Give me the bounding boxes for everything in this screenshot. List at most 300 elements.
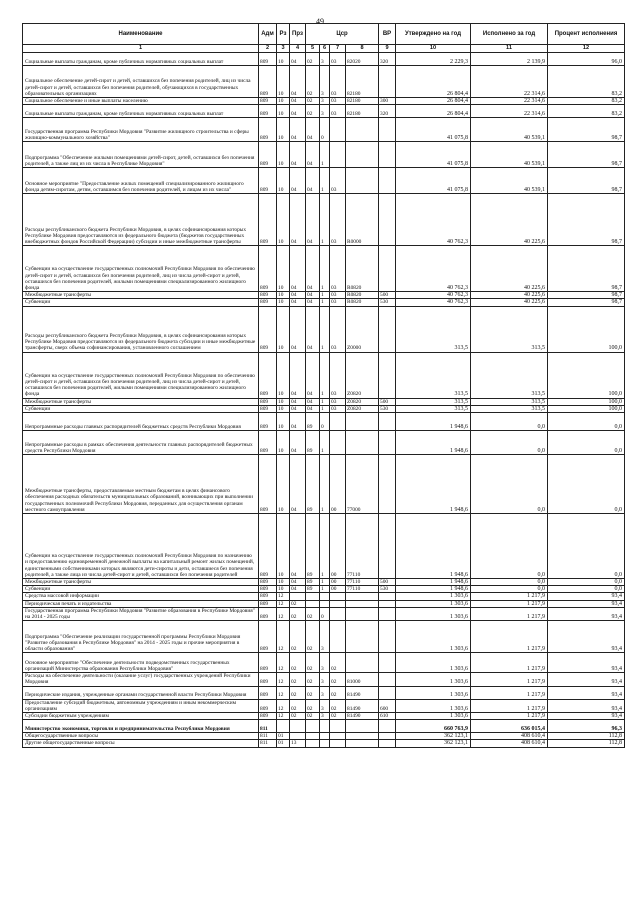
- row-rz: 10: [277, 455, 290, 514]
- row-rz: 12: [277, 713, 290, 720]
- row-vr: 530: [379, 586, 396, 593]
- row-csr-2: 3: [320, 686, 330, 699]
- row-percent: 0,0: [548, 413, 625, 431]
- row-executed: 408 610,4: [471, 740, 548, 747]
- row-csr-4: [346, 413, 379, 431]
- header-name: Наименование: [23, 24, 259, 45]
- row-csr-3: 02: [330, 686, 346, 699]
- row-csr-4: R0000: [346, 194, 379, 246]
- row-rz: 10: [277, 118, 290, 142]
- row-csr-4: 81490: [346, 713, 379, 720]
- row-name: Подпрограмма "Обеспечение реализации государственной программы Республики Мордовия "Развитие образования в Республике Мордовия" на 2014 - 2025 годы и прочие мероприятия в области образования": [23, 621, 259, 653]
- row-csr-3: [330, 621, 346, 653]
- row-csr-3: 02: [330, 713, 346, 720]
- row-rz: 10: [277, 53, 290, 66]
- row-csr-2: 0: [320, 413, 330, 431]
- row-rz: [277, 720, 290, 733]
- budget-table: [22, 23, 625, 748]
- row-csr-4: [346, 593, 379, 600]
- row-name: Субвенции на осуществление государственных полномочий Республики Мордовия по обеспечению детей-сирот и детей, оставшихся без попечения родителей, лиц из числа детей-сирот и детей, оставшихся без попечения родителей, жилыми помещениями специализированного жилищного фонда: [23, 352, 259, 398]
- row-adm: 809: [259, 306, 277, 352]
- row-csr-1: [306, 600, 320, 607]
- row-rz: 12: [277, 673, 290, 686]
- row-csr-3: [330, 431, 346, 455]
- row-adm: 809: [259, 579, 277, 586]
- row-csr-4: 82020: [346, 53, 379, 66]
- table-row: [23, 673, 625, 686]
- row-adm: 811: [259, 740, 277, 747]
- row-csr-2: [320, 600, 330, 607]
- row-csr-3: 03: [330, 105, 346, 118]
- row-csr-2: 3: [320, 673, 330, 686]
- row-vr: [379, 455, 396, 514]
- row-csr-1: 02: [306, 713, 320, 720]
- row-adm: 809: [259, 586, 277, 593]
- table-row: [23, 194, 625, 246]
- row-executed: 40 225,6: [471, 246, 548, 292]
- row-csr-2: 3: [320, 53, 330, 66]
- row-percent: 93,4: [548, 607, 625, 620]
- row-executed: 22 314,6: [471, 105, 548, 118]
- row-name: Периодическая печать и издательства: [23, 600, 259, 607]
- row-adm: 809: [259, 194, 277, 246]
- row-csr-2: 1: [320, 194, 330, 246]
- table-row: [23, 292, 625, 299]
- row-percent: 93,4: [548, 593, 625, 600]
- row-csr-2: 3: [320, 105, 330, 118]
- row-name: Расходы республиканского бюджета Республики Мордовия, в целях софинансирования которых Республике Мордовия предоставляются из федерального бюджета субсидии и иные межбюджетные трансферты, сверх объема софинансирования, установленного соглашением: [23, 306, 259, 352]
- row-name: Другие общегосударственные вопросы: [23, 740, 259, 747]
- row-vr: [379, 740, 396, 747]
- row-csr-1: 04: [306, 306, 320, 352]
- row-vr: [379, 607, 396, 620]
- row-name: Министерство экономики, торговли и предпринимательства Республики Мордовия: [23, 720, 259, 733]
- row-executed: 40 225,6: [471, 292, 548, 299]
- table-row: [23, 653, 625, 673]
- row-csr-1: 04: [306, 246, 320, 292]
- row-prz: 04: [290, 168, 306, 194]
- table-row: [23, 53, 625, 66]
- row-vr: [379, 142, 396, 168]
- row-rz: 10: [277, 194, 290, 246]
- row-csr-2: 3: [320, 621, 330, 653]
- row-csr-4: Z0000: [346, 306, 379, 352]
- row-approved: 1 948,6: [396, 586, 471, 593]
- row-csr-3: 00: [330, 586, 346, 593]
- row-executed: 22 314,6: [471, 66, 548, 98]
- row-vr: [379, 306, 396, 352]
- row-adm: 809: [259, 621, 277, 653]
- row-csr-4: R0820: [346, 292, 379, 299]
- row-vr: 300: [379, 98, 396, 105]
- row-executed: 40 225,6: [471, 299, 548, 306]
- row-vr: 600: [379, 699, 396, 712]
- table-row: [23, 733, 625, 740]
- row-csr-4: 81000: [346, 673, 379, 686]
- row-csr-1: 89: [306, 455, 320, 514]
- table-row: [23, 413, 625, 431]
- row-approved: 2 229,3: [396, 53, 471, 66]
- row-vr: [379, 66, 396, 98]
- row-approved: 1 948,6: [396, 413, 471, 431]
- row-csr-4: 82180: [346, 105, 379, 118]
- row-csr-2: 1: [320, 579, 330, 586]
- table-row: [23, 306, 625, 352]
- row-prz: 04: [290, 292, 306, 299]
- row-percent: 0,0: [548, 431, 625, 455]
- table-body: [23, 53, 625, 748]
- row-rz: 10: [277, 168, 290, 194]
- row-name: Государственная программа Республики Мордовия "Развитие образования в Республике Мордовия" на 2014 - 2025 годы: [23, 607, 259, 620]
- row-executed: 40 539,1: [471, 168, 548, 194]
- row-adm: 809: [259, 673, 277, 686]
- header-approved: Утверждено на год: [396, 24, 471, 45]
- row-vr: [379, 733, 396, 740]
- table-row: [23, 118, 625, 142]
- row-csr-3: 02: [330, 699, 346, 712]
- row-vr: [379, 352, 396, 398]
- row-approved: 1 948,6: [396, 455, 471, 514]
- index-cell: 10: [396, 45, 471, 53]
- row-csr-2: 1: [320, 168, 330, 194]
- row-approved: 1 948,6: [396, 579, 471, 586]
- row-percent: 96,0: [548, 53, 625, 66]
- row-percent: 100,0: [548, 306, 625, 352]
- row-approved: 1 303,6: [396, 621, 471, 653]
- row-executed: 1 217,9: [471, 686, 548, 699]
- row-approved: 26 804,4: [396, 98, 471, 105]
- row-adm: 809: [259, 246, 277, 292]
- row-executed: 313,5: [471, 398, 548, 405]
- row-csr-3: 03: [330, 352, 346, 398]
- row-name: Основное мероприятие "Обеспечение деятельности подведомственных государственных организаций Министерства образования Республики Мордовия": [23, 653, 259, 673]
- row-csr-1: 02: [306, 686, 320, 699]
- row-prz: 04: [290, 246, 306, 292]
- row-vr: [379, 720, 396, 733]
- row-csr-4: [346, 431, 379, 455]
- row-csr-4: [346, 118, 379, 142]
- row-adm: 809: [259, 98, 277, 105]
- row-prz: 04: [290, 352, 306, 398]
- row-csr-2: 0: [320, 607, 330, 620]
- row-approved: 41 075,8: [396, 118, 471, 142]
- row-csr-2: 1: [320, 352, 330, 398]
- row-rz: 12: [277, 699, 290, 712]
- row-approved: 313,5: [396, 405, 471, 412]
- row-name: Социальные выплаты гражданам, кроме публичных нормативных социальных выплат: [23, 53, 259, 66]
- row-rz: 10: [277, 299, 290, 306]
- row-name: Субсидии бюджетным учреждениям: [23, 713, 259, 720]
- table-row: [23, 246, 625, 292]
- index-cell: 1: [23, 45, 259, 53]
- row-percent: 83,2: [548, 98, 625, 105]
- row-name: Предоставление субсидий бюджетным, автономным учреждениям и иным некоммерческим организациям: [23, 699, 259, 712]
- row-name: Социальное обеспечение и иные выплаты населению: [23, 98, 259, 105]
- row-name: Социальные выплаты гражданам, кроме публичных нормативных социальных выплат: [23, 105, 259, 118]
- index-cell: 2: [259, 45, 277, 53]
- row-csr-1: [306, 740, 320, 747]
- row-csr-3: [330, 413, 346, 431]
- row-csr-3: [330, 118, 346, 142]
- row-rz: 10: [277, 514, 290, 579]
- row-csr-1: 04: [306, 398, 320, 405]
- row-vr: [379, 431, 396, 455]
- row-csr-2: 3: [320, 653, 330, 673]
- row-vr: 320: [379, 105, 396, 118]
- row-csr-4: [346, 733, 379, 740]
- table-row: [23, 686, 625, 699]
- row-rz: 10: [277, 105, 290, 118]
- row-rz: 12: [277, 593, 290, 600]
- row-percent: 112,8: [548, 733, 625, 740]
- row-rz: 10: [277, 586, 290, 593]
- row-percent: 98,7: [548, 142, 625, 168]
- row-csr-4: [346, 621, 379, 653]
- row-percent: 96,3: [548, 720, 625, 733]
- row-csr-1: 02: [306, 98, 320, 105]
- row-csr-4: [346, 653, 379, 673]
- row-vr: [379, 593, 396, 600]
- row-adm: 809: [259, 53, 277, 66]
- header-vr: ВР: [379, 24, 396, 45]
- row-approved: 1 303,6: [396, 593, 471, 600]
- row-csr-3: 03: [330, 98, 346, 105]
- table-row: [23, 105, 625, 118]
- row-approved: 313,5: [396, 306, 471, 352]
- row-prz: 04: [290, 455, 306, 514]
- index-cell: 3: [277, 45, 290, 53]
- row-csr-1: 04: [306, 292, 320, 299]
- table-row: [23, 299, 625, 306]
- row-csr-2: 1: [320, 292, 330, 299]
- row-csr-4: Z0820: [346, 405, 379, 412]
- row-adm: 809: [259, 398, 277, 405]
- row-vr: [379, 168, 396, 194]
- row-csr-1: 02: [306, 66, 320, 98]
- row-name: Межбюджетные трансферты: [23, 292, 259, 299]
- row-rz: 10: [277, 98, 290, 105]
- index-cell: 4: [290, 45, 306, 53]
- row-csr-4: 81490: [346, 686, 379, 699]
- row-csr-2: 3: [320, 66, 330, 98]
- row-csr-3: 03: [330, 405, 346, 412]
- row-vr: 320: [379, 53, 396, 66]
- index-row: [23, 45, 625, 53]
- table-row: [23, 621, 625, 653]
- row-percent: 100,0: [548, 352, 625, 398]
- row-executed: 1 217,9: [471, 600, 548, 607]
- row-approved: 41 075,8: [396, 168, 471, 194]
- row-rz: 12: [277, 600, 290, 607]
- row-prz: 02: [290, 686, 306, 699]
- row-rz: 12: [277, 621, 290, 653]
- row-executed: 40 539,1: [471, 142, 548, 168]
- row-executed: 408 610,4: [471, 733, 548, 740]
- row-csr-3: [330, 600, 346, 607]
- row-rz: 10: [277, 579, 290, 586]
- row-csr-4: [346, 600, 379, 607]
- row-approved: 362 123,1: [396, 733, 471, 740]
- row-executed: 0,0: [471, 455, 548, 514]
- row-adm: 809: [259, 699, 277, 712]
- row-approved: 40 762,3: [396, 246, 471, 292]
- row-prz: 04: [290, 66, 306, 98]
- row-prz: 04: [290, 431, 306, 455]
- row-prz: 02: [290, 653, 306, 673]
- row-executed: 1 217,9: [471, 673, 548, 686]
- row-vr: [379, 673, 396, 686]
- row-vr: 500: [379, 292, 396, 299]
- row-rz: 01: [277, 740, 290, 747]
- row-name: Периодические издания, учрежденные органами государственной власти Республики Мордовия: [23, 686, 259, 699]
- row-approved: 313,5: [396, 398, 471, 405]
- row-name: Субвенции: [23, 586, 259, 593]
- row-approved: 1 948,6: [396, 514, 471, 579]
- row-csr-4: 77110: [346, 586, 379, 593]
- row-vr: [379, 246, 396, 292]
- table-row: [23, 431, 625, 455]
- row-approved: 362 123,1: [396, 740, 471, 747]
- row-prz: 04: [290, 586, 306, 593]
- header-adm: Адм: [259, 24, 277, 45]
- row-csr-2: [320, 593, 330, 600]
- table-row: [23, 579, 625, 586]
- row-csr-2: 1: [320, 246, 330, 292]
- row-name: Общегосударственные вопросы: [23, 733, 259, 740]
- header-rz: Рз: [277, 24, 290, 45]
- table-row: [23, 405, 625, 412]
- row-vr: [379, 653, 396, 673]
- row-percent: 93,4: [548, 673, 625, 686]
- row-rz: 10: [277, 413, 290, 431]
- row-csr-3: [330, 733, 346, 740]
- row-executed: 313,5: [471, 405, 548, 412]
- row-adm: 809: [259, 299, 277, 306]
- row-prz: 04: [290, 105, 306, 118]
- row-csr-4: 77110: [346, 579, 379, 586]
- row-adm: 809: [259, 413, 277, 431]
- row-rz: 10: [277, 431, 290, 455]
- row-percent: 98,7: [548, 292, 625, 299]
- row-percent: 112,8: [548, 740, 625, 747]
- row-approved: 1 303,6: [396, 653, 471, 673]
- row-csr-3: 00: [330, 455, 346, 514]
- row-csr-2: 1: [320, 142, 330, 168]
- row-name: Расходы республиканского бюджета Республики Мордовия, в целях софинансирования которых Республике Мордовия предоставляются из федерального бюджета (бюджетов государственных внебюджетных фондов Российской Федерации) субсидии и иные межбюджетные трансферты: [23, 194, 259, 246]
- row-prz: 02: [290, 713, 306, 720]
- row-prz: 02: [290, 621, 306, 653]
- row-csr-2: 1: [320, 398, 330, 405]
- row-percent: 0,0: [548, 579, 625, 586]
- row-csr-4: 81490: [346, 699, 379, 712]
- row-prz: 04: [290, 299, 306, 306]
- row-approved: 1 303,6: [396, 686, 471, 699]
- table-row: [23, 168, 625, 194]
- row-prz: 04: [290, 405, 306, 412]
- row-approved: 26 804,4: [396, 105, 471, 118]
- row-csr-2: [320, 720, 330, 733]
- table-row: [23, 142, 625, 168]
- row-percent: 93,4: [548, 699, 625, 712]
- row-csr-3: 02: [330, 673, 346, 686]
- row-prz: 04: [290, 53, 306, 66]
- row-csr-4: Z0820: [346, 398, 379, 405]
- row-csr-1: 04: [306, 405, 320, 412]
- row-name: Расходы на обеспечение деятельности (оказание услуг) государственных учреждений Республики Мордовия: [23, 673, 259, 686]
- row-percent: 93,4: [548, 686, 625, 699]
- index-cell: 6: [320, 45, 330, 53]
- row-csr-2: 1: [320, 514, 330, 579]
- row-csr-2: [320, 733, 330, 740]
- row-adm: 809: [259, 352, 277, 398]
- header-executed: Исполнено за год: [471, 24, 548, 45]
- row-csr-1: 04: [306, 168, 320, 194]
- row-percent: 83,2: [548, 66, 625, 98]
- row-rz: 01: [277, 733, 290, 740]
- row-rz: 10: [277, 398, 290, 405]
- header-row: [23, 24, 625, 45]
- row-approved: 1 303,6: [396, 699, 471, 712]
- table-row: [23, 352, 625, 398]
- row-approved: 26 804,4: [396, 66, 471, 98]
- row-name: Субвенции на осуществление государственных полномочий Республики Мордовия по обеспечению детей-сирот и детей, оставшихся без попечения родителей, лиц из числа детей-сирот и детей, оставшихся без попечения родителей, жилыми помещениями специализированного жилищного фонда: [23, 246, 259, 292]
- row-name: Межбюджетные трансферты: [23, 579, 259, 586]
- row-csr-3: [330, 142, 346, 168]
- row-csr-3: 03: [330, 53, 346, 66]
- table-row: [23, 600, 625, 607]
- row-executed: 1 217,9: [471, 713, 548, 720]
- row-rz: 12: [277, 653, 290, 673]
- row-prz: 04: [290, 118, 306, 142]
- row-vr: 500: [379, 579, 396, 586]
- row-executed: 40 225,6: [471, 194, 548, 246]
- row-vr: 500: [379, 398, 396, 405]
- row-adm: 809: [259, 66, 277, 98]
- row-percent: 0,0: [548, 514, 625, 579]
- row-adm: 809: [259, 713, 277, 720]
- row-approved: 40 762,3: [396, 194, 471, 246]
- row-rz: 10: [277, 405, 290, 412]
- row-csr-4: [346, 168, 379, 194]
- row-percent: 98,7: [548, 194, 625, 246]
- row-executed: 0,0: [471, 431, 548, 455]
- row-vr: [379, 686, 396, 699]
- row-csr-1: 02: [306, 673, 320, 686]
- row-csr-2: 1: [320, 431, 330, 455]
- row-adm: 811: [259, 733, 277, 740]
- row-csr-3: 00: [330, 514, 346, 579]
- row-approved: 40 762,3: [396, 299, 471, 306]
- row-name: Государственная программа Республики Мордовия "Развитие жилищного строительства и сферы жилищно-коммунального хозяйства": [23, 118, 259, 142]
- row-rz: 10: [277, 292, 290, 299]
- row-csr-4: Z0820: [346, 352, 379, 398]
- row-prz: 04: [290, 194, 306, 246]
- row-percent: 0,0: [548, 586, 625, 593]
- row-csr-4: 82180: [346, 98, 379, 105]
- row-csr-1: 02: [306, 105, 320, 118]
- row-name: Межбюджетные трансферты, предоставляемые местным бюджетам в целях финансового обеспечения расходных обязательств муниципальных образований, возникающих при выполнении государственных полномочий Республики Мордовия, переданных для осуществления органам местного самоуправления: [23, 455, 259, 514]
- row-rz: 10: [277, 352, 290, 398]
- row-csr-3: 03: [330, 398, 346, 405]
- row-percent: 93,4: [548, 621, 625, 653]
- row-csr-3: 03: [330, 292, 346, 299]
- row-prz: 04: [290, 142, 306, 168]
- row-csr-4: [346, 142, 379, 168]
- row-csr-1: 89: [306, 413, 320, 431]
- row-adm: 809: [259, 686, 277, 699]
- row-prz: 04: [290, 579, 306, 586]
- row-csr-1: [306, 720, 320, 733]
